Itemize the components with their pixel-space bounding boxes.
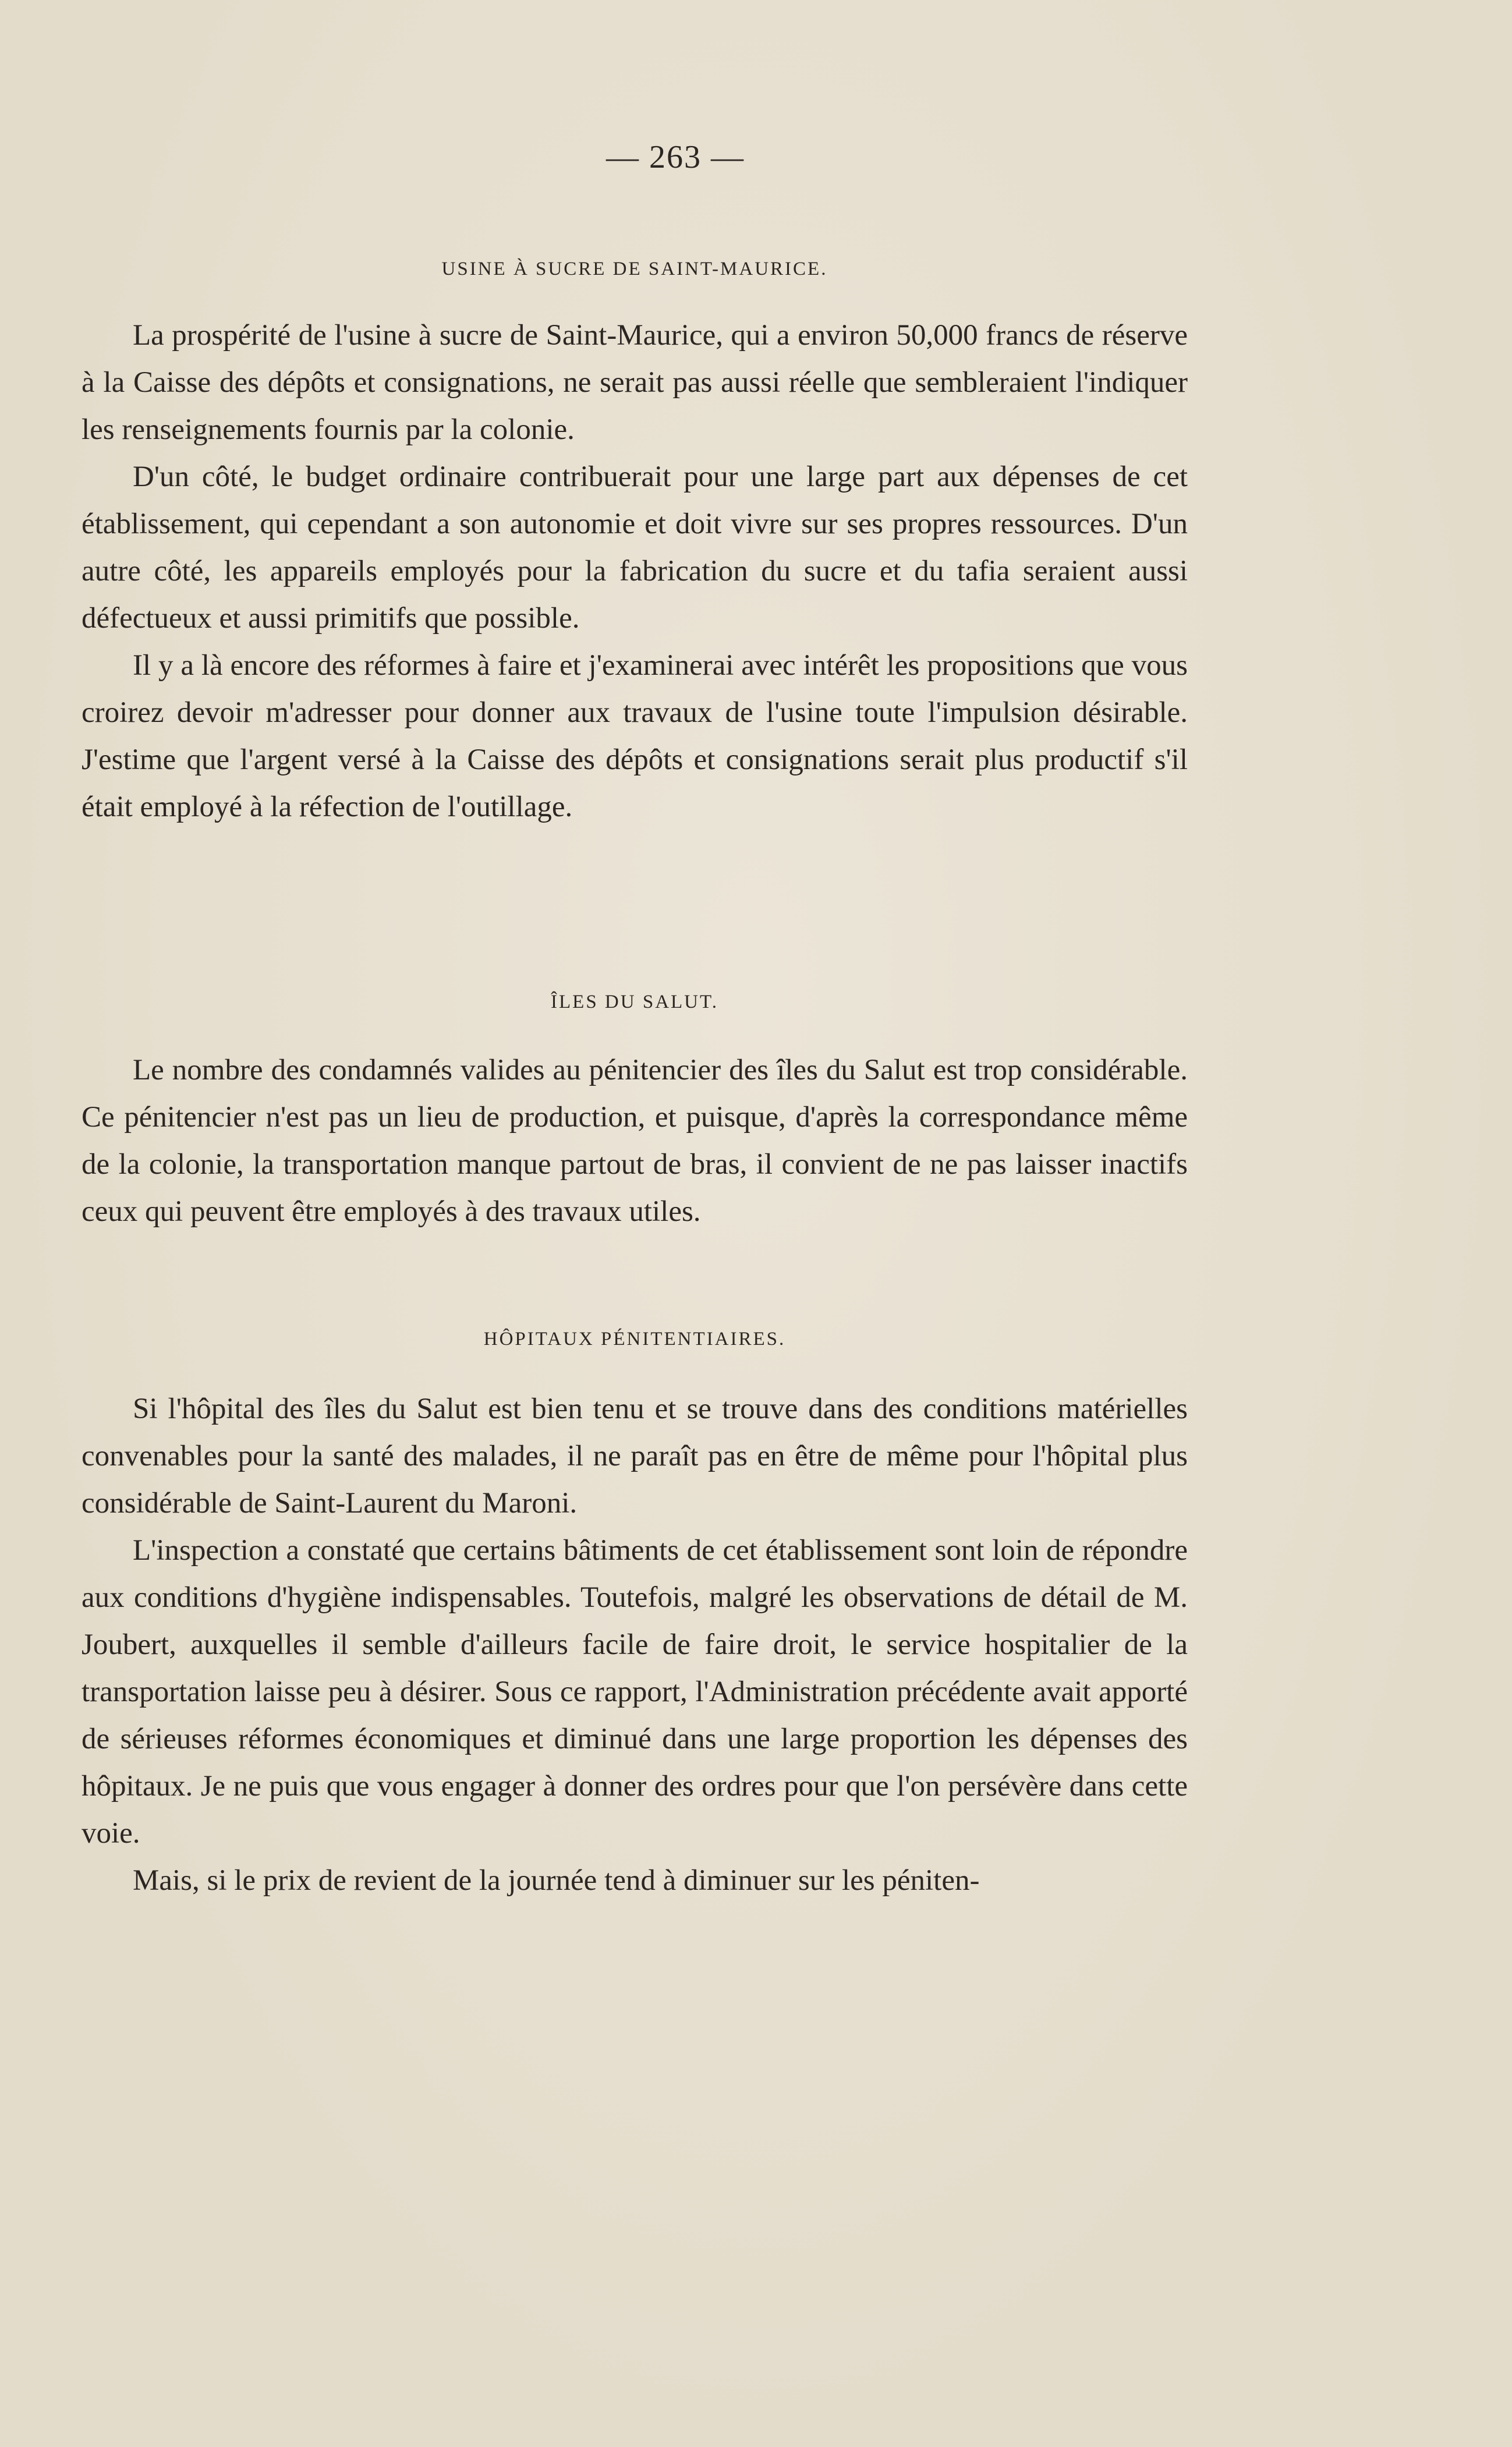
section-heading-usine: USINE À SUCRE DE SAINT-MAURICE. [441,258,828,279]
section-body-usine [82,312,1188,831]
paragraph: Il y a là encore des réformes à faire et j'examinerai avec intérêt les propositions que vous croirez devoir m'adresser pour donner aux travaux de l'usine toute l'impulsion désirable. J'estime que l'argent versé à la Caisse des dépôts et consignations serait plus productif s'il était employé à la réfection de l'outillage. [82,649,1188,823]
section-heading-iles: ÎLES DU SALUT. [551,991,718,1012]
paragraph: L'inspection a constaté que certains bâtiments de cet établissement sont loin de répondre aux conditions d'hygiène indispensables. Toutefois, malgré les observations de détail de M. Joubert, auxquelles il semble d'ailleurs facile de faire droit, le service hospitalier de la transportation laisse peu à désirer. Sous ce rapport, l'Administration précédente avait apporté de sérieuses réformes économiques et diminué dans une large proportion les dépenses des hôpitaux. Je ne puis que vous engager à donner des ordres pour que l'on persévère dans cette voie. [82,1534,1188,1850]
paragraph: Si l'hôpital des îles du Salut est bien tenu et se trouve dans des conditions matérielles convenables pour la santé des malades, il ne paraît pas en être de même pour l'hôpital plus considérable de Saint-Laurent du Maroni. [82,1393,1188,1520]
paragraph: Le nombre des condamnés valides au pénitencier des îles du Salut est trop considérable. Ce pénitencier n'est pas un lieu de production, et puisque, d'après la correspondance même de la colonie, la transportation manque partout de bras, il convient de ne pas laisser inactifs ceux qui peuvent être employés à des travaux utiles. [82,1054,1188,1228]
page-number: — 263 — [606,139,745,175]
paragraph: La prospérité de l'usine à sucre de Saint-Maurice, qui a environ 50,000 francs de réserve à la Caisse des dépôts et consignations, ne serait pas aussi réelle que sembleraient l'indiquer les renseignements fournis par la colonie. [82,319,1188,446]
paragraph: D'un côté, le budget ordinaire contribuerait pour une large part aux dépenses de cet établissement, qui cependant a son autonomie et doit vivre sur ses propres ressources. D'un autre côté, les appareils employés pour la fabrication du sucre et du tafia seraient aussi défectueux et aussi primitifs que possible. [82,461,1188,635]
section-body-iles [82,1047,1188,1235]
paragraph: Mais, si le prix de revient de la journée tend à diminuer sur les péniten- [133,1864,980,1897]
section-heading-hopitaux: HÔPITAUX PÉNITENTIAIRES. [483,1329,786,1350]
section-body-hopitaux [82,1386,1188,1904]
